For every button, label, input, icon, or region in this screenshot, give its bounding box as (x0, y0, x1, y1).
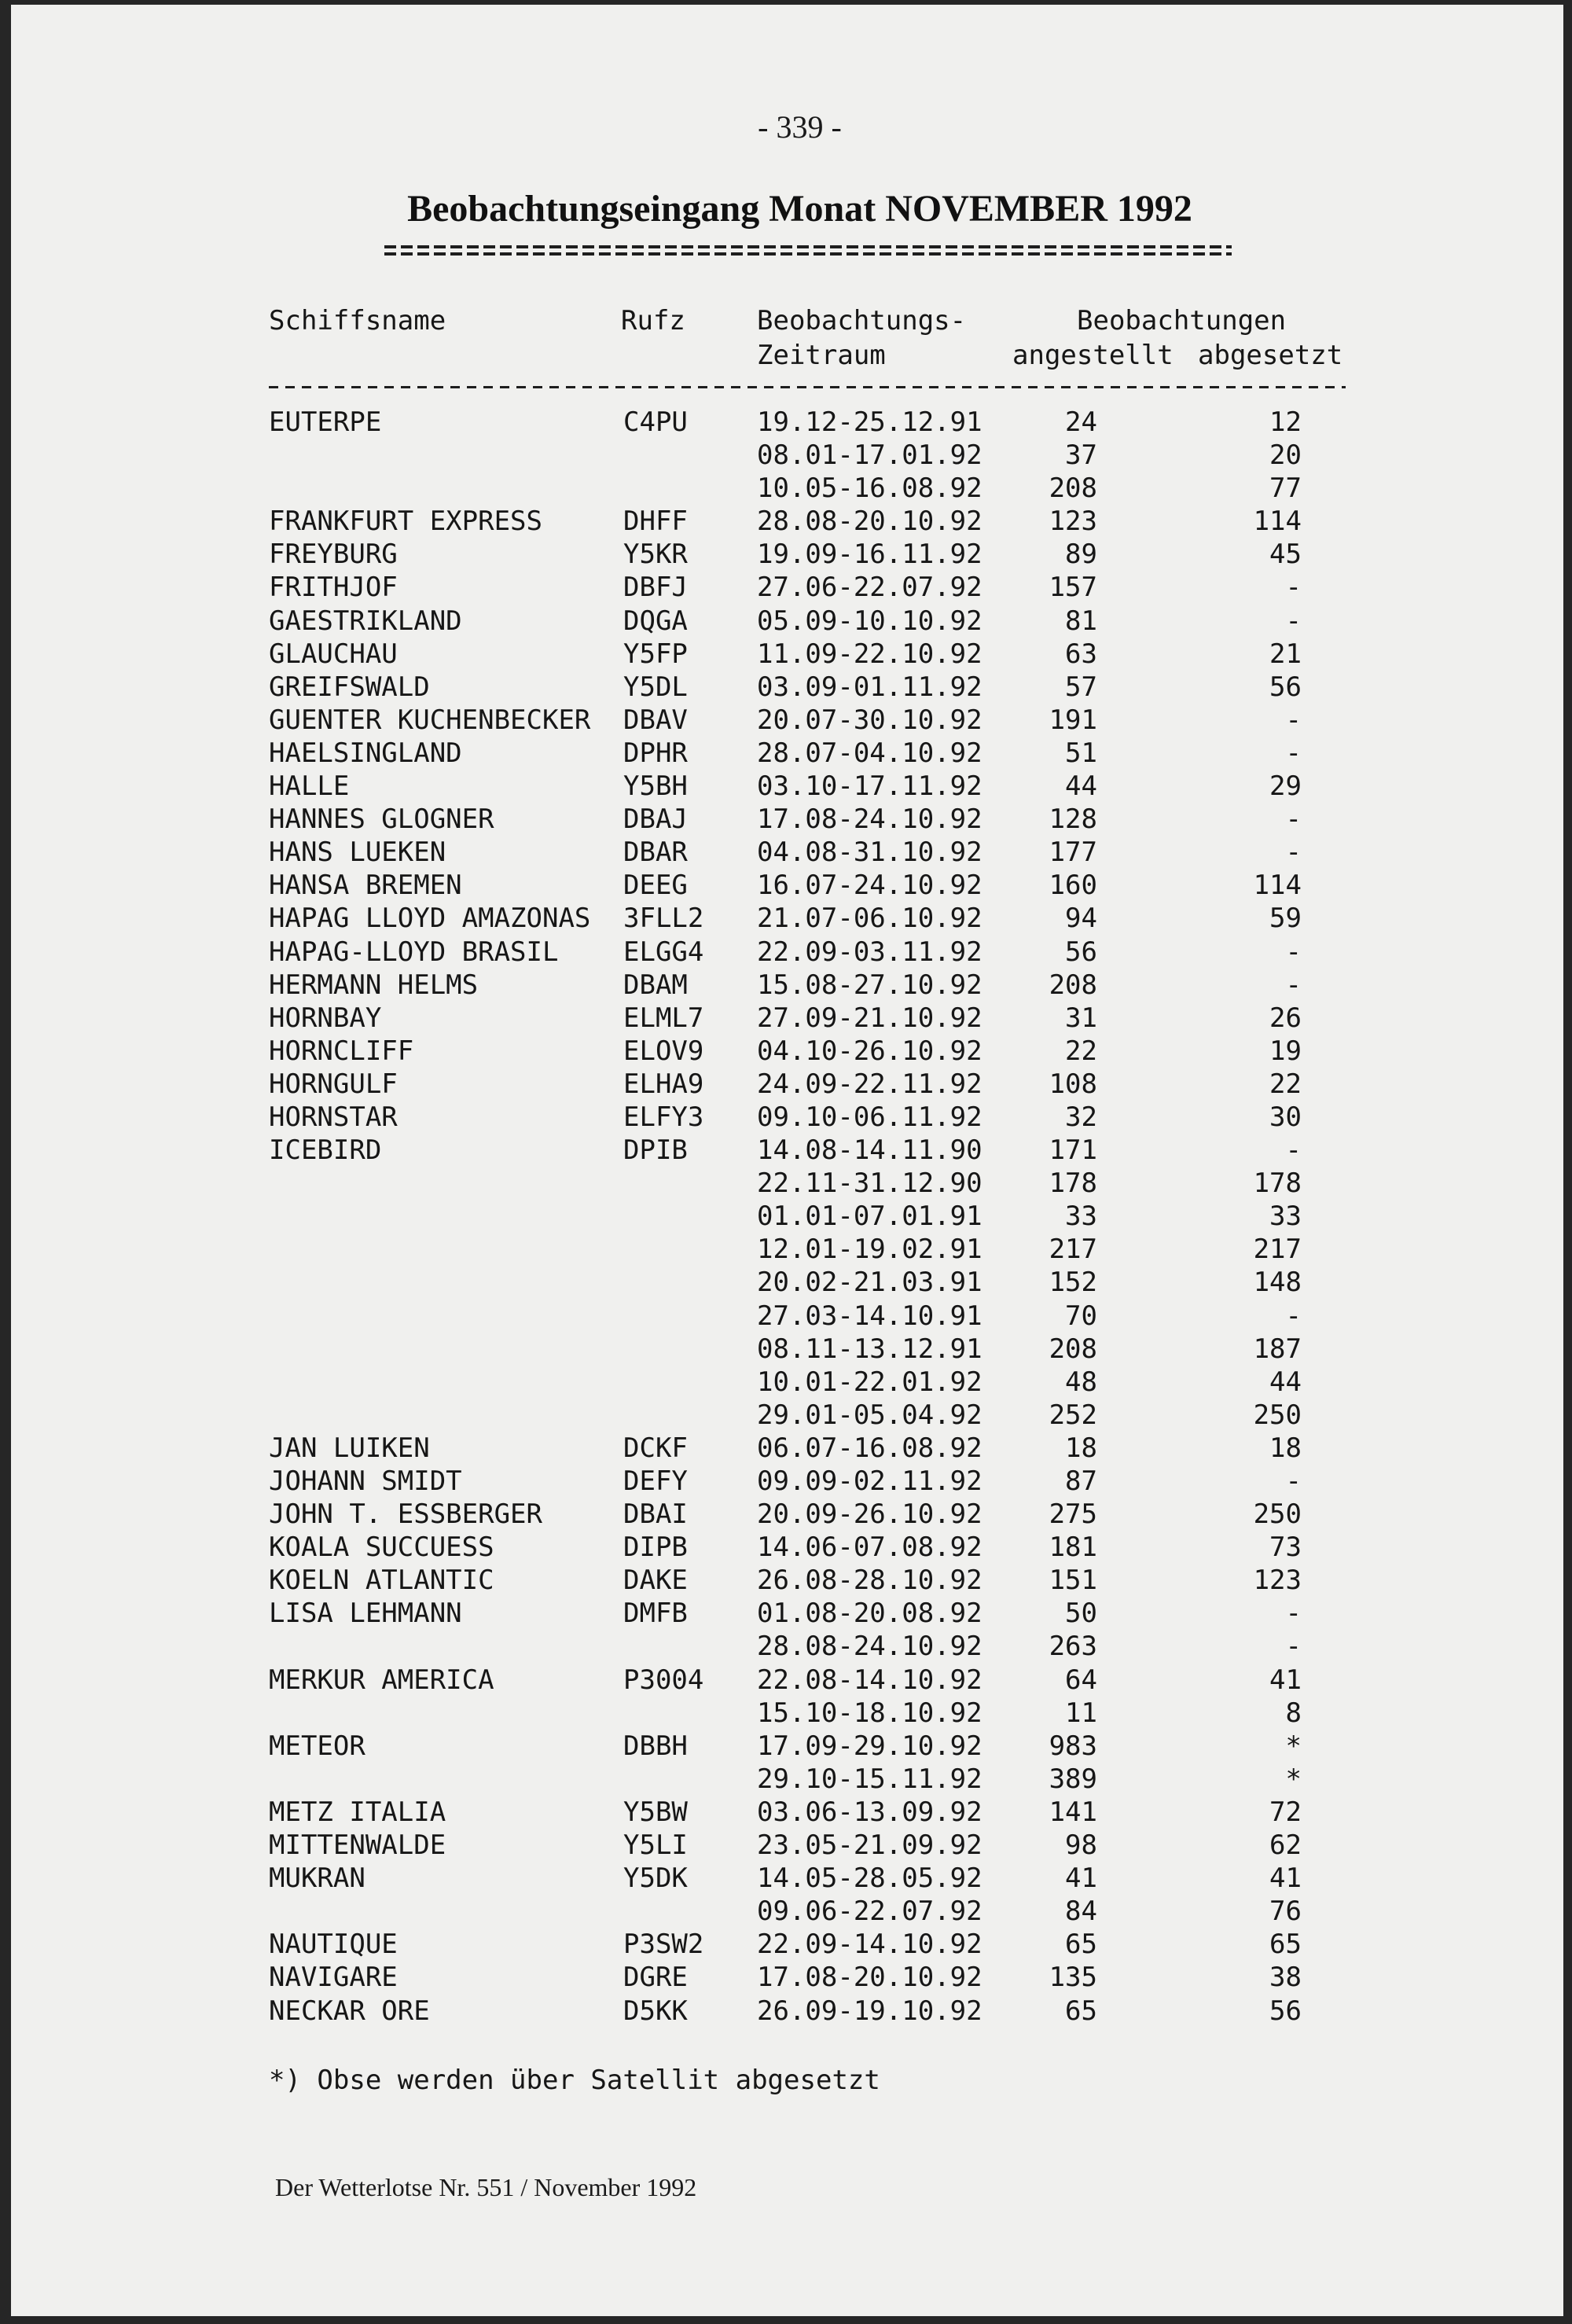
observations-sent: 148 (1253, 1267, 1302, 1299)
call-sign: DPIB (623, 1134, 688, 1167)
observation-period: 03.06-13.09.92 (757, 1796, 982, 1828)
header-angestellt: angestellt (1012, 340, 1173, 371)
observations-made: 63 (1065, 638, 1097, 670)
table-row (0, 1035, 1572, 1068)
table-row (0, 638, 1572, 671)
call-sign: DBAR (623, 837, 688, 869)
observations-sent: 250 (1253, 1399, 1302, 1431)
call-sign: DBBH (623, 1730, 688, 1762)
observations-sent: 21 (1269, 638, 1302, 670)
call-sign: DIPB (623, 1532, 688, 1564)
table-row (0, 1730, 1572, 1763)
ship-name: HORNSTAR (269, 1101, 398, 1133)
observations-sent: 56 (1269, 1995, 1302, 2027)
observations-sent: 41 (1269, 1863, 1302, 1895)
observation-period: 10.01-22.01.92 (757, 1366, 982, 1398)
observations-sent: - (1285, 572, 1302, 604)
header-beobachtungs: Beobachtungs- (757, 305, 967, 336)
observations-made: 389 (1049, 1763, 1097, 1795)
table-row (0, 1796, 1572, 1829)
observations-made: 135 (1049, 1962, 1097, 1994)
table-row (0, 1101, 1572, 1134)
table-row (0, 1002, 1572, 1035)
ship-name: GREIFSWALD (269, 671, 430, 703)
call-sign: DGRE (623, 1962, 688, 1994)
call-sign: DPHR (623, 737, 688, 769)
ship-name: ICEBIRD (269, 1134, 382, 1167)
observations-sent: 178 (1253, 1168, 1302, 1200)
ship-name: FRANKFURT EXPRESS (269, 506, 542, 538)
ship-name: HANNES GLOGNER (269, 803, 494, 836)
observations-made: 70 (1065, 1300, 1097, 1332)
observations-made: 87 (1065, 1465, 1097, 1497)
ship-name: FRITHJOF (269, 572, 398, 604)
call-sign: D5KK (623, 1995, 688, 2027)
observations-sent: 123 (1253, 1565, 1302, 1597)
table-row (0, 1333, 1572, 1366)
observations-made: 57 (1065, 671, 1097, 703)
table-row (0, 472, 1572, 505)
ship-name: FREYBURG (269, 539, 398, 571)
footnote: *) Obse werden über Satellit abgesetzt (269, 2065, 880, 2096)
call-sign: Y5DL (623, 671, 688, 703)
observation-period: 23.05-21.09.92 (757, 1829, 982, 1862)
header-zeitraum: Zeitraum (757, 340, 886, 371)
table-row (0, 1366, 1572, 1399)
call-sign: Y5DK (623, 1863, 688, 1895)
observations-sent: - (1285, 1300, 1302, 1332)
table-row (0, 770, 1572, 803)
observation-period: 04.08-31.10.92 (757, 837, 982, 869)
observation-period: 04.10-26.10.92 (757, 1035, 982, 1067)
observation-period: 26.09-19.10.92 (757, 1995, 982, 2027)
observation-period: 01.01-07.01.91 (757, 1201, 982, 1233)
observations-made: 50 (1065, 1598, 1097, 1630)
observations-sent: - (1285, 936, 1302, 968)
page-title: Beobachtungseingang Monat NOVEMBER 1992 (407, 188, 1192, 230)
observation-period: 11.09-22.10.92 (757, 638, 982, 670)
header-divider (269, 386, 1346, 388)
observations-made: 65 (1065, 1995, 1097, 2027)
observations-sent: 56 (1269, 671, 1302, 703)
observations-sent: 20 (1269, 439, 1302, 472)
observations-sent: 22 (1269, 1068, 1302, 1100)
observations-sent: 33 (1269, 1201, 1302, 1233)
table-row (0, 803, 1572, 836)
call-sign: DBAV (623, 704, 688, 736)
observations-made: 81 (1065, 605, 1097, 637)
observations-made: 178 (1049, 1168, 1097, 1200)
call-sign: ELGG4 (623, 936, 704, 968)
observation-period: 27.03-14.10.91 (757, 1300, 982, 1332)
title-underline (384, 245, 1232, 263)
observations-sent: 65 (1269, 1929, 1302, 1961)
table-row (0, 1664, 1572, 1697)
observations-made: 151 (1049, 1565, 1097, 1597)
observation-period: 15.08-27.10.92 (757, 969, 982, 1001)
observation-period: 26.08-28.10.92 (757, 1565, 982, 1597)
table-row (0, 1300, 1572, 1333)
observations-sent: 38 (1269, 1962, 1302, 1994)
observations-made: 56 (1065, 936, 1097, 968)
observations-made: 65 (1065, 1929, 1097, 1961)
observations-sent: 187 (1253, 1333, 1302, 1365)
ship-name: MERKUR AMERICA (269, 1664, 494, 1696)
ship-name: GAESTRIKLAND (269, 605, 462, 637)
call-sign: DBAJ (623, 803, 688, 836)
observations-sent: * (1285, 1763, 1302, 1795)
observation-period: 21.07-06.10.92 (757, 903, 982, 935)
observation-period: 28.07-04.10.92 (757, 737, 982, 769)
observations-sent: - (1285, 803, 1302, 836)
call-sign: DCKF (623, 1432, 688, 1464)
observations-sent: 59 (1269, 903, 1302, 935)
table-row (0, 1134, 1572, 1167)
observations-made: 191 (1049, 704, 1097, 736)
call-sign: ELML7 (623, 1002, 704, 1034)
observations-sent: - (1285, 969, 1302, 1001)
table-row (0, 704, 1572, 737)
ship-name: MITTENWALDE (269, 1829, 446, 1862)
observations-made: 141 (1049, 1796, 1097, 1828)
table-row (0, 1266, 1572, 1299)
call-sign: Y5KR (623, 539, 688, 571)
observations-made: 171 (1049, 1134, 1097, 1167)
observation-period: 08.11-13.12.91 (757, 1333, 982, 1365)
observation-period: 12.01-19.02.91 (757, 1234, 982, 1266)
observations-made: 128 (1049, 803, 1097, 836)
observations-sent: 19 (1269, 1035, 1302, 1067)
observations-made: 94 (1065, 903, 1097, 935)
observations-made: 275 (1049, 1498, 1097, 1531)
call-sign: DEFY (623, 1465, 688, 1497)
call-sign: ELOV9 (623, 1035, 704, 1067)
observations-made: 48 (1065, 1366, 1097, 1398)
observations-made: 177 (1049, 837, 1097, 869)
observations-sent: 250 (1253, 1498, 1302, 1531)
observations-sent: 73 (1269, 1532, 1302, 1564)
observations-made: 24 (1065, 406, 1097, 438)
observations-made: 51 (1065, 737, 1097, 769)
table-row (0, 1961, 1572, 1994)
observation-period: 09.06-22.07.92 (757, 1896, 982, 1928)
ship-name: EUTERPE (269, 406, 382, 438)
ship-name: HAPAG-LLOYD BRASIL (269, 936, 559, 968)
table-row (0, 936, 1572, 969)
observations-sent: - (1285, 1134, 1302, 1167)
observations-sent: 45 (1269, 539, 1302, 571)
observation-period: 22.08-14.10.92 (757, 1664, 982, 1696)
observations-made: 41 (1065, 1863, 1097, 1895)
observations-made: 89 (1065, 539, 1097, 571)
observation-period: 27.09-21.10.92 (757, 1002, 982, 1034)
table-row (0, 1928, 1572, 1961)
observations-made: 217 (1049, 1234, 1097, 1266)
call-sign: Y5LI (623, 1829, 688, 1862)
ship-name: GLAUCHAU (269, 638, 398, 670)
observation-period: 20.09-26.10.92 (757, 1498, 982, 1531)
ship-name: MUKRAN (269, 1863, 365, 1895)
observation-period: 27.06-22.07.92 (757, 572, 982, 604)
call-sign: Y5BH (623, 770, 688, 803)
table-row (0, 1597, 1572, 1630)
ship-name: JOHANN SMIDT (269, 1465, 462, 1497)
observation-period: 09.10-06.11.92 (757, 1101, 982, 1133)
observations-sent: - (1285, 704, 1302, 736)
observation-period: 20.07-30.10.92 (757, 704, 982, 736)
call-sign: Y5FP (623, 638, 688, 670)
header-rufz: Rufz (621, 305, 685, 336)
observations-sent: 114 (1253, 506, 1302, 538)
observations-sent: - (1285, 837, 1302, 869)
ship-name: JOHN T. ESSBERGER (269, 1498, 542, 1531)
observations-made: 123 (1049, 506, 1097, 538)
observations-sent: 44 (1269, 1366, 1302, 1398)
observation-period: 09.09-02.11.92 (757, 1465, 982, 1497)
observations-sent: - (1285, 1465, 1302, 1497)
observations-sent: - (1285, 737, 1302, 769)
table-row (0, 1531, 1572, 1564)
observations-made: 11 (1065, 1697, 1097, 1729)
observations-sent: 12 (1269, 406, 1302, 438)
call-sign: ELFY3 (623, 1101, 704, 1133)
observations-sent: 114 (1253, 870, 1302, 902)
observations-made: 18 (1065, 1432, 1097, 1464)
table-row (0, 1895, 1572, 1928)
observations-made: 37 (1065, 439, 1097, 472)
ship-name: HAPAG LLOYD AMAZONAS (269, 903, 591, 935)
table-row (0, 505, 1572, 538)
observations-made: 160 (1049, 870, 1097, 902)
table-row (0, 1167, 1572, 1200)
table-row (0, 571, 1572, 604)
observations-sent: - (1285, 605, 1302, 637)
observations-sent: 30 (1269, 1101, 1302, 1133)
observations-sent: 77 (1269, 473, 1302, 505)
table-row (0, 902, 1572, 935)
call-sign: DMFB (623, 1598, 688, 1630)
observation-period: 14.05-28.05.92 (757, 1863, 982, 1895)
call-sign: DAKE (623, 1565, 688, 1597)
observations-sent: - (1285, 1631, 1302, 1663)
ship-name: NAVIGARE (269, 1962, 398, 1994)
header-schiffsname: Schiffsname (269, 305, 446, 336)
table-row (0, 969, 1572, 1002)
observation-period: 17.08-20.10.92 (757, 1962, 982, 1994)
table-row (0, 1995, 1572, 2028)
ship-name: HANSA BREMEN (269, 870, 462, 902)
header-abgesetzt: abgesetzt (1198, 340, 1343, 371)
ship-name: LISA LEHMANN (269, 1598, 462, 1630)
table-row (0, 1862, 1572, 1895)
ship-name: HAELSINGLAND (269, 737, 462, 769)
observations-sent: * (1285, 1730, 1302, 1762)
observations-made: 32 (1065, 1101, 1097, 1133)
observations-made: 208 (1049, 473, 1097, 505)
observations-made: 983 (1049, 1730, 1097, 1762)
call-sign: C4PU (623, 406, 688, 438)
observation-period: 22.11-31.12.90 (757, 1168, 982, 1200)
observations-sent: 18 (1269, 1432, 1302, 1464)
table-row (0, 836, 1572, 869)
observations-made: 181 (1049, 1532, 1097, 1564)
table-row (0, 1697, 1572, 1730)
ship-name: METZ ITALIA (269, 1796, 446, 1828)
table-row (0, 1763, 1572, 1796)
table-row (0, 869, 1572, 902)
observations-made: 108 (1049, 1068, 1097, 1100)
call-sign: P3004 (623, 1664, 704, 1696)
observations-made: 31 (1065, 1002, 1097, 1034)
observation-period: 15.10-18.10.92 (757, 1697, 982, 1729)
call-sign: DHFF (623, 506, 688, 538)
observation-period: 08.01-17.01.92 (757, 439, 982, 472)
ship-name: GUENTER KUCHENBECKER (269, 704, 591, 736)
ship-name: HORNBAY (269, 1002, 382, 1034)
observations-sent: 29 (1269, 770, 1302, 803)
observation-period: 29.01-05.04.92 (757, 1399, 982, 1431)
ship-name: KOALA SUCCUESS (269, 1532, 494, 1564)
page-number: - 339 - (758, 109, 842, 145)
table-row (0, 1465, 1572, 1498)
table-row (0, 1829, 1572, 1862)
observation-period: 17.08-24.10.92 (757, 803, 982, 836)
observations-made: 64 (1065, 1664, 1097, 1696)
table-row (0, 1432, 1572, 1465)
observations-made: 22 (1065, 1035, 1097, 1067)
table-row (0, 1498, 1572, 1531)
observations-made: 152 (1049, 1267, 1097, 1299)
observations-sent: 8 (1285, 1697, 1302, 1729)
table-row (0, 671, 1572, 704)
observation-period: 03.10-17.11.92 (757, 770, 982, 803)
observation-period: 19.12-25.12.91 (757, 406, 982, 438)
ship-name: NAUTIQUE (269, 1929, 398, 1961)
observation-period: 28.08-20.10.92 (757, 506, 982, 538)
observation-period: 28.08-24.10.92 (757, 1631, 982, 1663)
call-sign: DBAI (623, 1498, 688, 1531)
ship-name: NECKAR ORE (269, 1995, 430, 2027)
observations-sent: 26 (1269, 1002, 1302, 1034)
observations-made: 84 (1065, 1896, 1097, 1928)
ship-name: METEOR (269, 1730, 365, 1762)
observations-made: 208 (1049, 1333, 1097, 1365)
call-sign: DEEG (623, 870, 688, 902)
observations-made: 157 (1049, 572, 1097, 604)
observation-period: 03.09-01.11.92 (757, 671, 982, 703)
ship-name: HERMANN HELMS (269, 969, 479, 1001)
table-row (0, 737, 1572, 770)
table-row (0, 1630, 1572, 1663)
observation-period: 05.09-10.10.92 (757, 605, 982, 637)
call-sign: P3SW2 (623, 1929, 704, 1961)
table-row (0, 1564, 1572, 1597)
observation-period: 24.09-22.11.92 (757, 1068, 982, 1100)
observation-period: 16.07-24.10.92 (757, 870, 982, 902)
observation-period: 17.09-29.10.92 (757, 1730, 982, 1762)
observations-sent: - (1285, 1598, 1302, 1630)
observation-period: 22.09-14.10.92 (757, 1929, 982, 1961)
ship-name: KOELN ATLANTIC (269, 1565, 494, 1597)
header-beobachtungen: Beobachtungen (1077, 305, 1287, 336)
ship-name: JAN LUIKEN (269, 1432, 430, 1464)
call-sign: DBFJ (623, 572, 688, 604)
table-row (0, 1068, 1572, 1101)
table-row (0, 1399, 1572, 1432)
observation-period: 14.08-14.11.90 (757, 1134, 982, 1167)
observation-period: 29.10-15.11.92 (757, 1763, 982, 1795)
ship-name: HANS LUEKEN (269, 837, 446, 869)
observations-sent: 72 (1269, 1796, 1302, 1828)
ship-name: HORNGULF (269, 1068, 398, 1100)
observations-made: 98 (1065, 1829, 1097, 1862)
observations-sent: 41 (1269, 1664, 1302, 1696)
observations-made: 263 (1049, 1631, 1097, 1663)
call-sign: DQGA (623, 605, 688, 637)
observation-period: 22.09-03.11.92 (757, 936, 982, 968)
table-row (0, 538, 1572, 571)
call-sign: Y5BW (623, 1796, 688, 1828)
observation-period: 20.02-21.03.91 (757, 1267, 982, 1299)
table-row (0, 406, 1572, 439)
observations-made: 33 (1065, 1201, 1097, 1233)
table-row (0, 1200, 1572, 1233)
table-row (0, 1233, 1572, 1266)
page-footer: Der Wetterlotse Nr. 551 / November 1992 (275, 2173, 697, 2201)
observation-period: 01.08-20.08.92 (757, 1598, 982, 1630)
observations-sent: 76 (1269, 1896, 1302, 1928)
observations-sent: 62 (1269, 1829, 1302, 1862)
observations-table (0, 406, 1572, 2028)
observations-made: 252 (1049, 1399, 1097, 1431)
observations-made: 44 (1065, 770, 1097, 803)
observation-period: 14.06-07.08.92 (757, 1532, 982, 1564)
observation-period: 19.09-16.11.92 (757, 539, 982, 571)
call-sign: ELHA9 (623, 1068, 704, 1100)
call-sign: DBAM (623, 969, 688, 1001)
observations-made: 208 (1049, 969, 1097, 1001)
table-row (0, 605, 1572, 638)
observation-period: 10.05-16.08.92 (757, 473, 982, 505)
ship-name: HORNCLIFF (269, 1035, 414, 1067)
ship-name: HALLE (269, 770, 350, 803)
call-sign: 3FLL2 (623, 903, 704, 935)
observations-sent: 217 (1253, 1234, 1302, 1266)
observation-period: 06.07-16.08.92 (757, 1432, 982, 1464)
table-row (0, 439, 1572, 472)
